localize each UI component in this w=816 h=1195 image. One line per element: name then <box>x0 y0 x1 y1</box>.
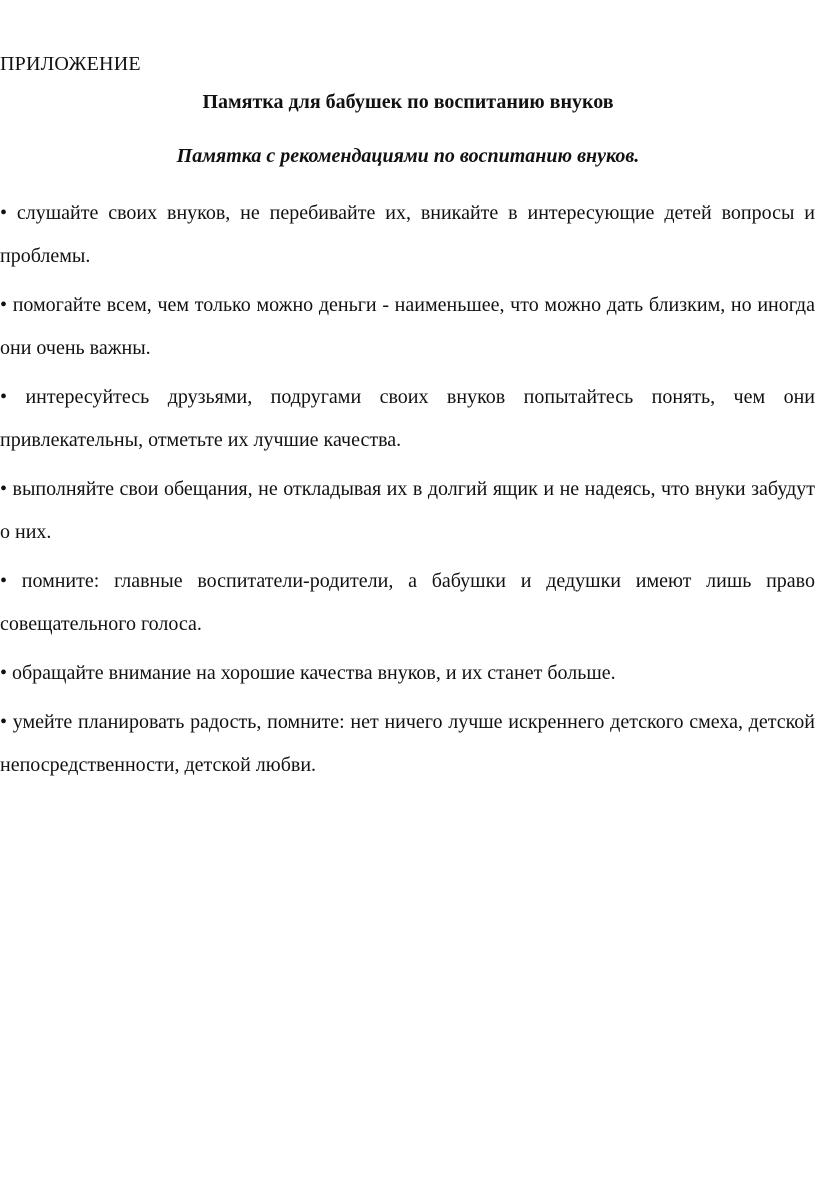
recommendation-item: • помните: главные воспитатели-родители, а бабушки и дедушки имеют лишь право совещательного голоса. <box>0 570 815 635</box>
appendix-label: ПРИЛОЖЕНИЕ <box>0 53 141 75</box>
recommendation-item: • интересуйтесь друзьями, подругами своих внуков попытайтесь понять, чем они привлекательны, отметьте их лучшие качества. <box>0 386 815 451</box>
recommendation-item: • выполняйте свои обещания, не откладывая их в долгий ящик и не надеясь, что внуки забудут о них. <box>0 478 815 543</box>
recommendation-item: • помогайте всем, чем только можно деньги - наименьшее, что можно дать близким, но иногда они очень важны. <box>0 294 815 359</box>
recommendation-item: • слушайте своих внуков, не перебивайте их, вникайте в интересующие детей вопросы и проблемы. <box>0 202 815 267</box>
recommendation-item: • умейте планировать радость, помните: нет ничего лучше искреннего детского смеха, детской непосредственности, детской любви. <box>0 711 815 776</box>
recommendation-list <box>0 192 815 793</box>
recommendation-item: • обращайте внимание на хорошие качества внуков, и их станет больше. <box>0 662 616 684</box>
document-title: Памятка для бабушек по воспитанию внуков <box>202 91 614 113</box>
document-subtitle: Памятка с рекомендациями по воспитанию внуков. <box>176 145 640 167</box>
